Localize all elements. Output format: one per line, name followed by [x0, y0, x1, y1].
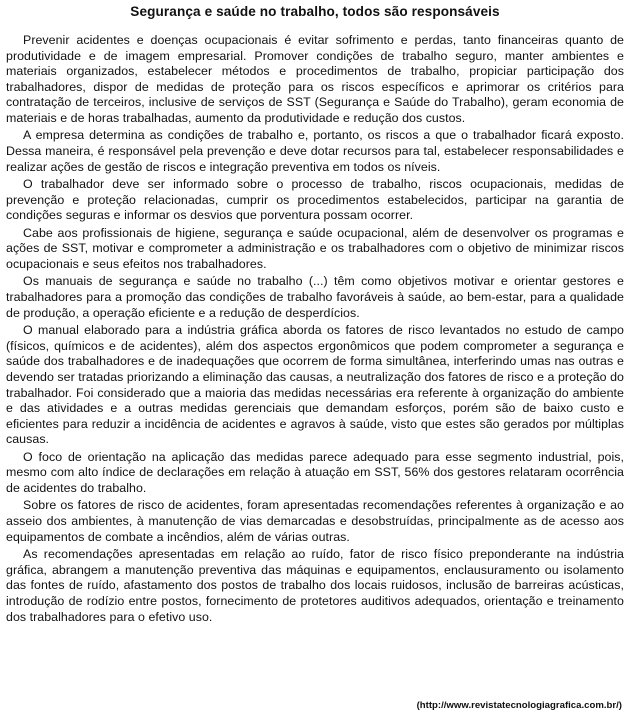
paragraph: A empresa determina as condições de trabalho e, portanto, os riscos a que o trabalhador ficará exposto. Dessa maneira, é responsável pela prevenção e deve dotar recursos para tal, estabelecer responsabilidades e realizar ações de gestão de riscos e integração preventiva em todos os níveis.	[6, 128, 624, 174]
paragraph: As recomendações apresentadas em relação ao ruído, fator de risco físico preponderante na indústria gráfica, abrangem a manutenção preventiva das máquinas e equipamentos, enclausuramento ou isolamento das fontes de ruído, afastamento dos postos de trabalho dos locais ruidosos, inclusão de barreiras acústicas, introdução de rodízio entre postos, fornecimento de protetores auditivos adequados, orientação e treinamento dos trabalhadores para o efetivo uso.	[6, 547, 624, 624]
document-page	[6, 3, 624, 627]
paragraph: Prevenir acidentes e doenças ocupacionais é evitar sofrimento e perdas, tanto financeiras quanto de produtividade e de imagem empresarial. Promover condições de trabalho seguro, manter ambientes e materiais organizados, estabelecer métodos e procedimentos de trabalho, propiciar participação dos trabalhadores, dispor de medidas de proteção para os riscos específicos e aprimorar os critérios para contratação de terceiros, inclusive de serviços de SST (Segurança e Saúde do Trabalho), geram economia de materiais e de horas trabalhadas, aumento da produtividade e redução dos custos.	[6, 33, 624, 125]
paragraph: O foco de orientação na aplicação das medidas parece adequado para esse segmento industrial, pois, mesmo com alto índice de declarações em relação à atuação em SST, 56% dos gestores relataram ocorrência de acidentes do trabalho.	[6, 449, 624, 495]
paragraph: Cabe aos profissionais de higiene, segurança e saúde ocupacional, além de desenvolver os programas e ações de SST, motivar e comprometer a administração e os trabalhadores com o objetivo de minimizar riscos ocupacionais e seus efeitos nos trabalhadores.	[6, 225, 624, 271]
paragraph: Os manuais de segurança e saúde no trabalho (...) têm como objetivos motivar e orientar gestores e trabalhadores para a promoção das condições de trabalho favoráveis à saúde, ao bem-estar, para a qualidade de produção, a operação eficiente e a redução de desperdícios.	[6, 274, 624, 320]
document-title: Segurança e saúde no trabalho, todos são responsáveis	[130, 4, 500, 19]
paragraph: Sobre os fatores de risco de acidentes, foram apresentadas recomendações referentes à organização e ao asseio dos ambientes, à manutenção de vias demarcadas e desobstruídas, principalmente as de acesso aos equipamentos de combate a incêndios, além de várias outras.	[6, 498, 624, 544]
source-citation: (http://www.revistatecnologiagrafica.com.br/)	[416, 700, 622, 711]
paragraph: O trabalhador deve ser informado sobre o processo de trabalho, riscos ocupacionais, medidas de prevenção e proteção relacionadas, cumprir os procedimentos estabelecidos, participar na garantia de condições seguras e informar os desvios que porventura possam ocorrer.	[6, 177, 624, 223]
paragraph: O manual elaborado para a indústria gráfica aborda os fatores de risco levantados no estudo de campo (físicos, químicos e de acidentes), além dos aspectos ergonômicos que podem comprometer a segurança e saúde dos trabalhadores e de inadequações que ocorrem de forma simultânea, interferindo umas nas outras e devendo ser tratadas priorizando a eliminação das causas, a neutralização dos fatores de risco e a proteção do trabalhador. Foi considerado que a maioria das medidas necessárias era referente à organização do ambiente e das atividades e a outras medidas gerenciais que demandam esforços, porém são de baixo custo e eficientes para reduzir a incidência de acidentes e agravos à saúde, visto que estes são gerados por múltiplas causas.	[6, 323, 624, 447]
